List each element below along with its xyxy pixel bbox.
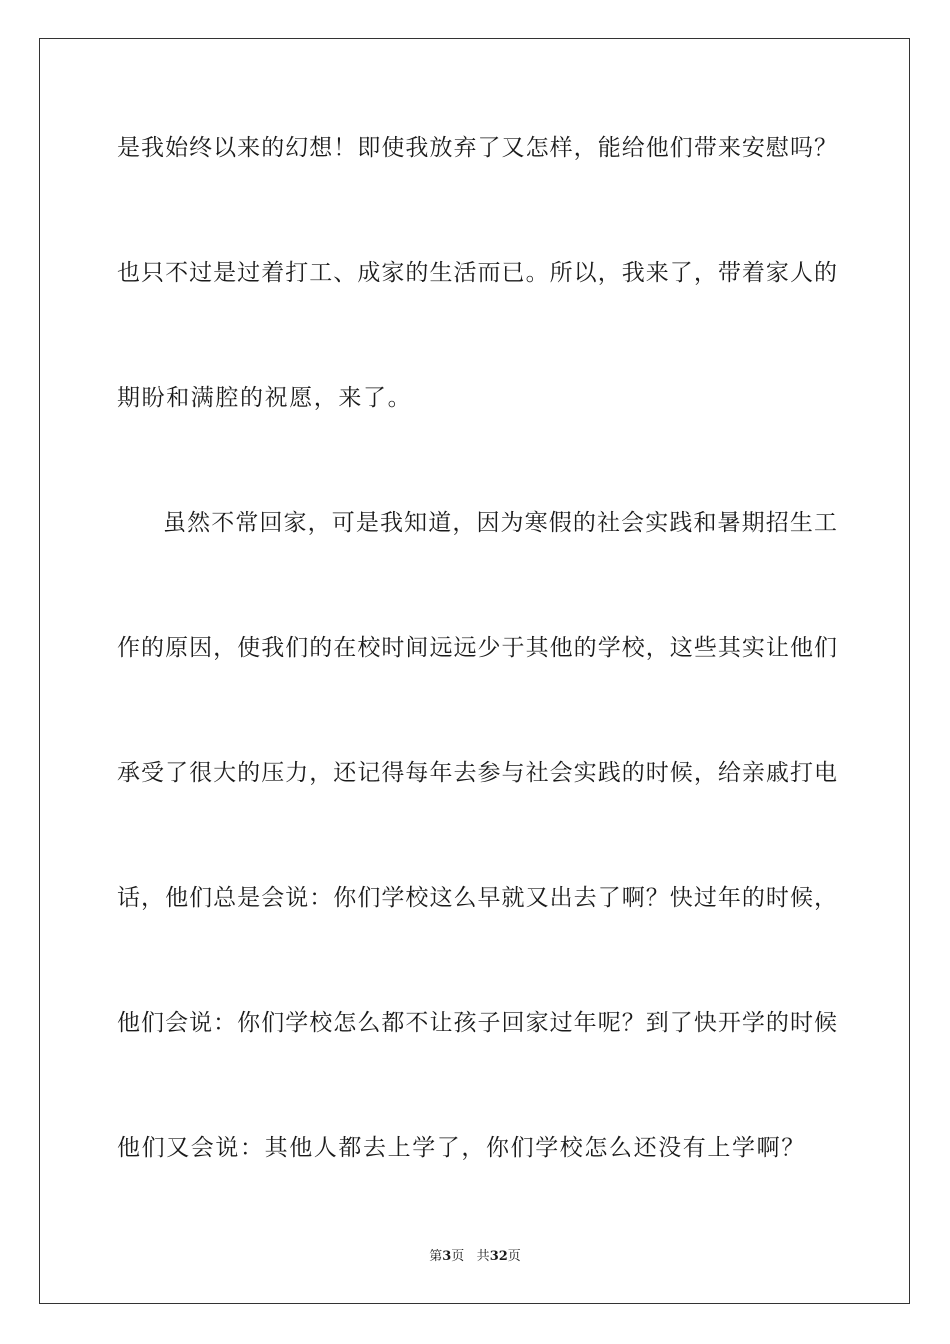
paragraph-line-1: 是我始终以来的幻想！即使我放弃了又怎样，能给他们带来安慰吗？ [117,135,837,161]
paragraph-line-4: 虽然不常回家，可是我知道，因为寒假的社会实践和暑期招生工 [163,510,837,536]
paragraph-line-6: 承受了很大的压力，还记得每年去参与社会实践的时候，给亲戚打电 [117,760,837,786]
paragraph-line-5: 作的原因，使我们的在校时间远远少于其他的学校，这些其实让他们 [117,635,837,661]
page-footer [0,1248,950,1266]
footer-total-pages: 32 [489,1249,508,1264]
paragraph-line-7: 话，他们总是会说：你们学校这么早就又出去了啊？快过年的时候， [117,885,837,911]
page-border [39,38,910,1304]
footer-total-prefix: 共 [476,1249,490,1264]
footer-total-suffix: 页 [507,1249,521,1264]
paragraph-line-2: 也只不过是过着打工、成家的生活而已。所以，我来了，带着家人的 [117,260,837,286]
footer-page-number: 3 [442,1249,452,1264]
paragraph-line-8: 他们会说：你们学校怎么都不让孩子回家过年呢？到了快开学的时候 [117,1010,837,1036]
paragraph-line-9: 他们又会说：其他人都去上学了，你们学校怎么还没有上学啊？ [117,1135,806,1161]
footer-page-prefix: 第 [429,1249,443,1264]
footer-page-suffix: 页 [451,1249,465,1264]
paragraph-line-3: 期盼和满腔的祝愿，来了。 [117,385,413,411]
